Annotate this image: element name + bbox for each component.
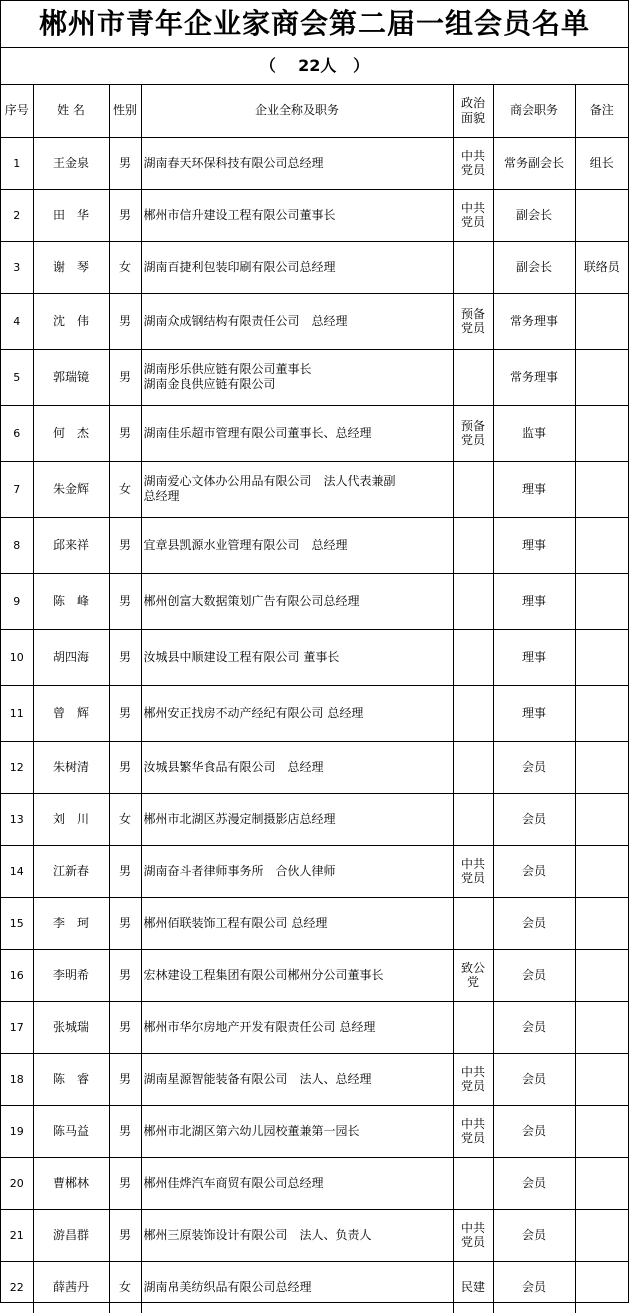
cell-name: 郭瑞镜 <box>33 349 109 405</box>
table-header-row <box>1 85 628 137</box>
document-title: 郴州市青年企业家商会第二届一组会员名单 <box>1 1 628 48</box>
company-line: 郴州三原装饰设计有限公司 法人、负责人 <box>143 1227 372 1242</box>
cell-seq: 13 <box>1 793 33 845</box>
cell-remark <box>575 1105 628 1157</box>
company-line: 湖南奋斗者律师事务所 合伙人律师 <box>143 863 336 878</box>
political-line1: 预备 <box>460 307 485 321</box>
cell-remark <box>575 349 628 405</box>
table-row <box>1 1053 628 1105</box>
cell-company <box>141 517 453 573</box>
header-political-line2: 面貌 <box>460 110 485 125</box>
cell-remark <box>575 189 628 241</box>
cell-political <box>453 1053 493 1105</box>
cell-name: 谢 琴 <box>33 241 109 293</box>
cell-political <box>453 793 493 845</box>
cell-name: 陈 峰 <box>33 573 109 629</box>
cell-company <box>141 1261 453 1313</box>
cell-political <box>453 897 493 949</box>
table-row <box>1 1209 628 1261</box>
cell-name: 何 杰 <box>33 405 109 461</box>
cell-gender: 男 <box>109 949 141 1001</box>
cell-position: 会员 <box>493 1001 575 1053</box>
cell-position: 常务理事 <box>493 349 575 405</box>
cell-remark <box>575 897 628 949</box>
cell-remark <box>575 405 628 461</box>
cell-position: 副会长 <box>493 241 575 293</box>
cell-name: 朱树清 <box>33 741 109 793</box>
member-count: （ 22人 ） <box>1 48 628 85</box>
cell-position: 理事 <box>493 629 575 685</box>
company-line: 湖南众成钢结构有限责任公司 总经理 <box>143 313 348 328</box>
table-row <box>1 1001 628 1053</box>
company-line-2: 湖南金良供应链有限公司 <box>143 377 276 391</box>
cell-name: 邱来祥 <box>33 517 109 573</box>
cell-position: 会员 <box>493 949 575 1001</box>
cell-political <box>453 349 493 405</box>
company-line: 宜章县凯源水业管理有限公司 总经理 <box>143 537 348 552</box>
cell-gender: 女 <box>109 793 141 845</box>
cell-name: 曹郴林 <box>33 1157 109 1209</box>
cell-political <box>453 293 493 349</box>
cell-gender: 男 <box>109 349 141 405</box>
cell-gender: 男 <box>109 189 141 241</box>
cell-seq: 10 <box>1 629 33 685</box>
cell-company <box>141 293 453 349</box>
cell-seq: 22 <box>1 1261 33 1313</box>
company-line: 湖南帛美纺织品有限公司总经理 <box>143 1279 312 1294</box>
company-line: 郴州市北湖区第六幼儿园校董兼第一园长 <box>143 1123 360 1138</box>
header-position: 商会职务 <box>493 85 575 137</box>
cell-political <box>453 1261 493 1313</box>
cell-remark <box>575 1001 628 1053</box>
cell-seq: 12 <box>1 741 33 793</box>
political-line1: 中共 <box>460 149 485 163</box>
company-line: 湖南佳乐超市管理有限公司董事长、总经理 <box>143 425 372 440</box>
cell-seq: 15 <box>1 897 33 949</box>
cell-company <box>141 685 453 741</box>
cell-gender: 男 <box>109 137 141 189</box>
political-line2: 党员 <box>460 1079 485 1093</box>
political-line1: 中共 <box>460 1221 485 1235</box>
political-line2: 党 <box>466 975 479 989</box>
table-row <box>1 293 628 349</box>
company-line: 郴州佳烨汽车商贸有限公司总经理 <box>143 1175 324 1190</box>
cell-seq: 7 <box>1 461 33 517</box>
table-row <box>1 573 628 629</box>
table-row <box>1 949 628 1001</box>
political-line2: 党员 <box>460 1235 485 1249</box>
cell-company <box>141 741 453 793</box>
table-row <box>1 189 628 241</box>
cell-company <box>141 629 453 685</box>
cell-political <box>453 461 493 517</box>
cell-seq: 8 <box>1 517 33 573</box>
cell-company <box>141 897 453 949</box>
company-line: 湖南星源智能装备有限公司 法人、总经理 <box>143 1071 372 1086</box>
cell-company <box>141 349 453 405</box>
cell-gender: 男 <box>109 897 141 949</box>
cell-political <box>453 405 493 461</box>
cell-company <box>141 1001 453 1053</box>
company-line: 郴州市信升建设工程有限公司董事长 <box>143 207 336 222</box>
cell-position: 理事 <box>493 517 575 573</box>
table-row <box>1 461 628 517</box>
political-line2: 党员 <box>460 163 485 177</box>
cell-seq: 14 <box>1 845 33 897</box>
cell-gender: 男 <box>109 1157 141 1209</box>
cell-remark <box>575 1261 628 1313</box>
cell-seq: 9 <box>1 573 33 629</box>
company-line-2: 总经理 <box>143 489 180 503</box>
cell-company <box>141 405 453 461</box>
cell-seq: 6 <box>1 405 33 461</box>
cell-company <box>141 1209 453 1261</box>
cell-seq: 16 <box>1 949 33 1001</box>
cell-position: 会员 <box>493 1157 575 1209</box>
cell-seq: 4 <box>1 293 33 349</box>
cell-political <box>453 629 493 685</box>
header-seq: 序号 <box>1 85 33 137</box>
cell-seq: 5 <box>1 349 33 405</box>
company-line: 郴州市华尔房地产开发有限责任公司 总经理 <box>143 1019 376 1034</box>
company-line: 郴州安正找房不动产经纪有限公司 总经理 <box>143 705 364 720</box>
cell-political <box>453 137 493 189</box>
cell-name: 陈 睿 <box>33 1053 109 1105</box>
table-row <box>1 137 628 189</box>
table-row <box>1 241 628 293</box>
cell-remark: 联络员 <box>575 241 628 293</box>
cell-position: 副会长 <box>493 189 575 241</box>
cell-position: 理事 <box>493 461 575 517</box>
cell-name: 胡四海 <box>33 629 109 685</box>
cell-remark: 组长 <box>575 137 628 189</box>
cell-remark <box>575 845 628 897</box>
cell-political <box>453 685 493 741</box>
cell-position: 理事 <box>493 573 575 629</box>
cell-name: 田 华 <box>33 189 109 241</box>
cell-gender: 女 <box>109 1261 141 1313</box>
cell-seq: 3 <box>1 241 33 293</box>
cell-remark <box>575 461 628 517</box>
cell-seq: 18 <box>1 1053 33 1105</box>
cell-political <box>453 241 493 293</box>
cell-political <box>453 741 493 793</box>
political-line2: 党员 <box>460 1131 485 1145</box>
cell-company <box>141 137 453 189</box>
cell-position: 理事 <box>493 685 575 741</box>
table-row <box>1 845 628 897</box>
cell-position: 会员 <box>493 1209 575 1261</box>
company-line: 湖南彤乐供应链有限公司董事长 <box>143 362 312 376</box>
company-line: 郴州创富大数据策划广告有限公司总经理 <box>143 593 360 608</box>
cell-gender: 男 <box>109 573 141 629</box>
cell-political <box>453 1105 493 1157</box>
political-line2: 党员 <box>460 321 485 335</box>
cell-gender: 男 <box>109 1105 141 1157</box>
cell-political <box>453 189 493 241</box>
cell-seq: 11 <box>1 685 33 741</box>
table-row <box>1 1157 628 1209</box>
company-line: 湖南春天环保科技有限公司总经理 <box>143 155 324 170</box>
cell-company <box>141 461 453 517</box>
political-line1: 中共 <box>460 1117 485 1131</box>
cell-political <box>453 949 493 1001</box>
cell-name: 曾 辉 <box>33 685 109 741</box>
company-line: 郴州佰联装饰工程有限公司 总经理 <box>143 915 328 930</box>
cell-position: 会员 <box>493 793 575 845</box>
table-row <box>1 685 628 741</box>
cell-remark <box>575 1209 628 1261</box>
cell-gender: 女 <box>109 461 141 517</box>
cell-company <box>141 573 453 629</box>
cell-remark <box>575 293 628 349</box>
cell-gender: 男 <box>109 629 141 685</box>
table-row <box>1 793 628 845</box>
political-line1: 预备 <box>460 419 485 433</box>
cell-position: 监事 <box>493 405 575 461</box>
company-line: 宏林建设工程集团有限公司郴州分公司董事长 <box>143 967 384 982</box>
cell-gender: 男 <box>109 741 141 793</box>
cell-seq: 1 <box>1 137 33 189</box>
cell-name: 薛茜丹 <box>33 1261 109 1313</box>
company-line: 汝城县中顺建设工程有限公司 董事长 <box>143 649 340 664</box>
cell-remark <box>575 793 628 845</box>
cell-political <box>453 1157 493 1209</box>
cell-seq: 20 <box>1 1157 33 1209</box>
political-line1: 中共 <box>460 1065 485 1079</box>
cell-position: 会员 <box>493 845 575 897</box>
political-line2: 党员 <box>460 215 485 229</box>
cell-name: 刘 川 <box>33 793 109 845</box>
cell-gender: 男 <box>109 1053 141 1105</box>
cell-name: 张城瑞 <box>33 1001 109 1053</box>
cell-remark <box>575 573 628 629</box>
cell-position: 会员 <box>493 741 575 793</box>
cell-remark <box>575 629 628 685</box>
cell-political <box>453 845 493 897</box>
cell-remark <box>575 517 628 573</box>
member-table <box>1 85 628 1313</box>
cell-political <box>453 1001 493 1053</box>
cell-political <box>453 573 493 629</box>
table-row <box>1 741 628 793</box>
political-line1: 民建 <box>460 1280 485 1295</box>
cell-remark <box>575 949 628 1001</box>
cell-gender: 男 <box>109 845 141 897</box>
cell-name: 沈 伟 <box>33 293 109 349</box>
cell-company <box>141 241 453 293</box>
cell-company <box>141 1157 453 1209</box>
cell-company <box>141 949 453 1001</box>
political-line1: 中共 <box>460 201 485 215</box>
company-line: 汝城县繁华食品有限公司 总经理 <box>143 759 324 774</box>
cell-company <box>141 1053 453 1105</box>
table-row <box>1 1261 628 1313</box>
header-company: 企业全称及职务 <box>141 85 453 137</box>
cell-company <box>141 845 453 897</box>
cell-company <box>141 793 453 845</box>
header-gender: 性别 <box>109 85 141 137</box>
cell-remark <box>575 741 628 793</box>
cell-remark <box>575 1157 628 1209</box>
header-name: 姓 名 <box>33 85 109 137</box>
cell-company <box>141 1105 453 1157</box>
header-remark: 备注 <box>575 85 628 137</box>
cell-name: 朱金辉 <box>33 461 109 517</box>
cell-name: 江新春 <box>33 845 109 897</box>
table-row <box>1 897 628 949</box>
cell-gender: 男 <box>109 1001 141 1053</box>
table-row <box>1 1105 628 1157</box>
cell-seq: 21 <box>1 1209 33 1261</box>
table-row <box>1 405 628 461</box>
cell-remark <box>575 685 628 741</box>
cell-political <box>453 517 493 573</box>
political-line2: 党员 <box>460 433 485 447</box>
cell-gender: 男 <box>109 293 141 349</box>
cell-gender: 女 <box>109 241 141 293</box>
header-political-line1: 政治 <box>460 95 485 110</box>
cell-position: 会员 <box>493 1105 575 1157</box>
cell-gender: 男 <box>109 517 141 573</box>
political-line1: 致公 <box>460 961 485 975</box>
political-line1: 中共 <box>460 857 485 871</box>
cell-political <box>453 1209 493 1261</box>
cell-remark <box>575 1053 628 1105</box>
cell-company <box>141 189 453 241</box>
cell-name: 游昌群 <box>33 1209 109 1261</box>
cell-position: 会员 <box>493 1261 575 1313</box>
cell-seq: 17 <box>1 1001 33 1053</box>
cell-gender: 男 <box>109 405 141 461</box>
cell-position: 会员 <box>493 897 575 949</box>
cell-name: 王金泉 <box>33 137 109 189</box>
cell-position: 会员 <box>493 1053 575 1105</box>
cell-name: 陈马益 <box>33 1105 109 1157</box>
cell-position: 常务副会长 <box>493 137 575 189</box>
cell-seq: 2 <box>1 189 33 241</box>
company-line: 湖南爱心文体办公用品有限公司 法人代表兼副 <box>143 474 396 488</box>
company-line: 湖南百捷利包装印刷有限公司总经理 <box>143 259 336 274</box>
cell-seq: 19 <box>1 1105 33 1157</box>
table-row <box>1 349 628 405</box>
cell-gender: 男 <box>109 1209 141 1261</box>
political-line2: 党员 <box>460 871 485 885</box>
cell-name: 李明希 <box>33 949 109 1001</box>
cell-position: 常务理事 <box>493 293 575 349</box>
cell-gender: 男 <box>109 685 141 741</box>
company-line: 郴州市北湖区苏漫定制摄影店总经理 <box>143 811 336 826</box>
table-row <box>1 629 628 685</box>
header-political <box>453 85 493 137</box>
table-row <box>1 517 628 573</box>
cell-name: 李 珂 <box>33 897 109 949</box>
